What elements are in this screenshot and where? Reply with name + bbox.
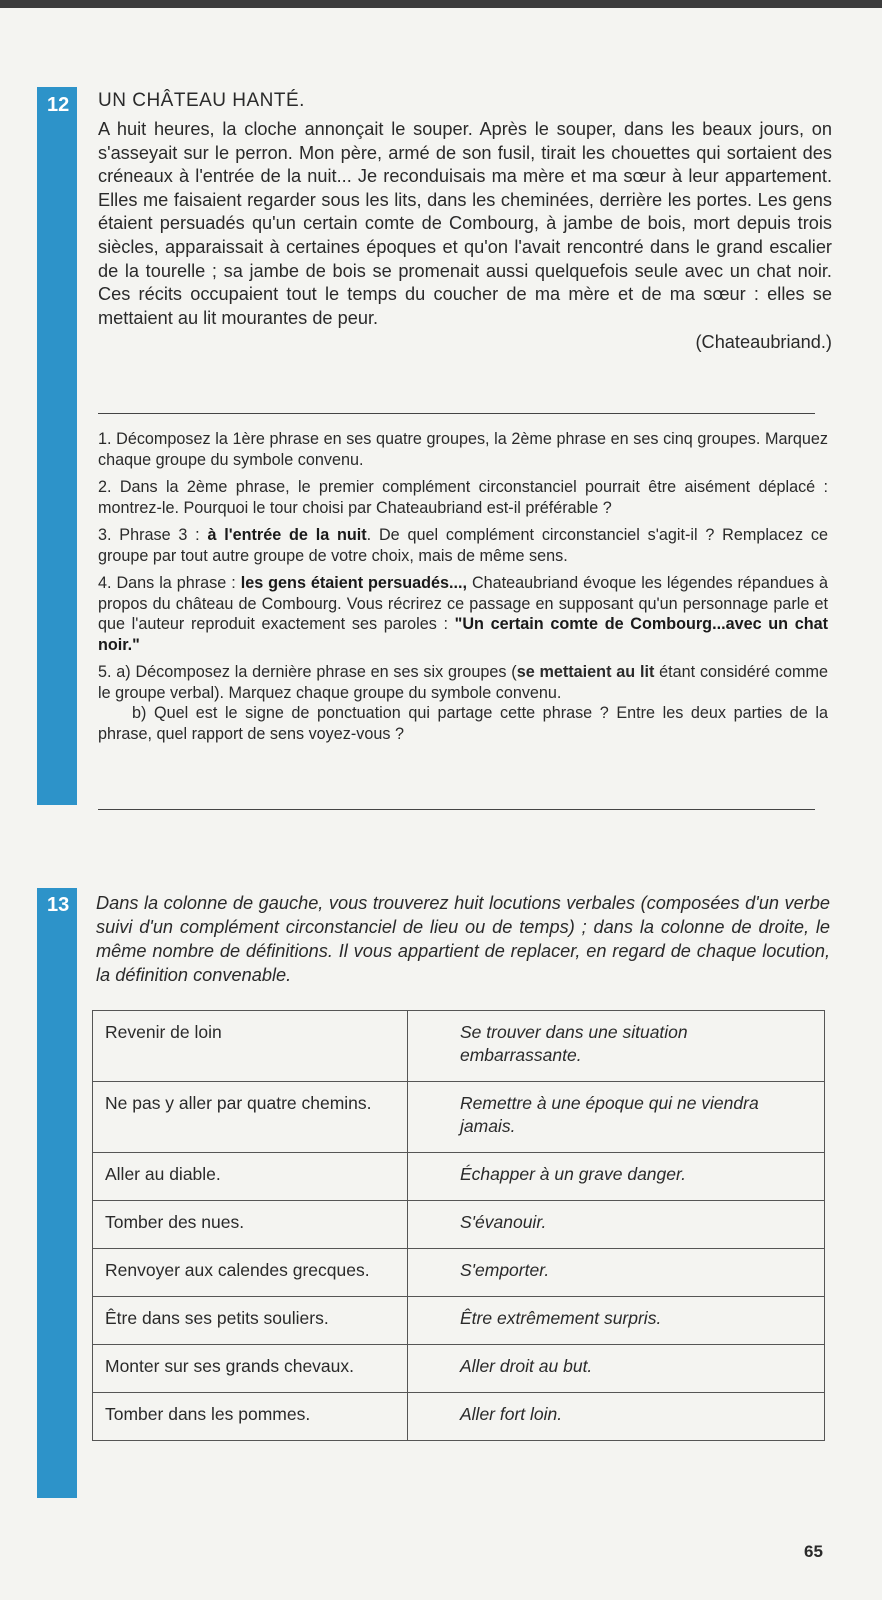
question-5a xyxy=(98,662,828,703)
question-3 xyxy=(98,525,828,566)
definition-cell: Aller fort loin. xyxy=(408,1393,825,1441)
exercise-12 xyxy=(98,90,832,354)
exercise-13-sidebar xyxy=(37,888,77,1498)
definition-cell: S'évanouir. xyxy=(408,1201,825,1249)
question-5a-bold: se mettaient au lit xyxy=(516,663,655,681)
definition-cell: Échapper à un grave danger. xyxy=(408,1153,825,1201)
exercise-12-passage: A huit heures, la cloche annonçait le souper. Après le souper, dans les beaux jours, on s'asseyait sur le perron. Mon père, armé de son fusil, tirait les chouettes qui sortaient des créneaux à l'entrée de la nuit... Je reconduisais ma mère et ma sœur à leur appartement. Elles me faisaient regarder sous les lits, dans les cheminées, derrière les portes. Les gens étaient persuadés qu'un certain comte de Combourg, à jambe de bois, mort depuis trois siècles, apparaissait à certaines époques et qu'on l'avait rencontré dans le grand escalier de la tourelle ; sa jambe de bois se promenait aussi quelquefois seule avec un chat noir. Ces récits occupaient tout le temps du coucher de ma mère et de ma sœur : elles se mettaient au lit mourantes de peur. xyxy=(98,119,832,328)
locution-cell: Revenir de loin xyxy=(93,1011,408,1082)
table-row xyxy=(93,1011,825,1082)
exercise-12-title: UN CHÂTEAU HANTÉ. xyxy=(98,90,305,111)
locutions-table xyxy=(92,1010,825,1441)
table-row xyxy=(93,1249,825,1297)
exercise-12-questions xyxy=(98,429,828,744)
locution-cell: Tomber des nues. xyxy=(93,1201,408,1249)
question-2: 2. Dans la 2ème phrase, le premier complément circonstanciel pourrait être aisément déplacé : montrez-le. Pourquoi le tour choisi par Chateaubriand est-il préférable ? xyxy=(98,478,828,517)
definition-cell: Se trouver dans une situation embarrassante. xyxy=(408,1011,825,1082)
question-4-bold-2: "Un certain comte de Combourg...avec un chat noir." xyxy=(98,615,828,654)
table-row xyxy=(93,1201,825,1249)
question-4 xyxy=(98,573,828,655)
question-5a-intro: 5. a) Décomposez la dernière phrase en ses six groupes ( xyxy=(98,663,517,681)
definition-cell: Remettre à une époque qui ne viendra jamais. xyxy=(408,1082,825,1153)
locution-cell: Aller au diable. xyxy=(93,1153,408,1201)
exercise-12-number: 12 xyxy=(47,94,70,116)
question-4-intro: 4. Dans la phrase : xyxy=(98,574,241,592)
table-row xyxy=(93,1082,825,1153)
question-3-bold: à l'entrée de la nuit xyxy=(207,526,367,544)
definition-cell: Être extrêmement surpris. xyxy=(408,1297,825,1345)
definition-cell: Aller droit au but. xyxy=(408,1345,825,1393)
page-number: 65 xyxy=(804,1542,823,1561)
locution-cell: Être dans ses petits souliers. xyxy=(93,1297,408,1345)
locution-cell: Monter sur ses grands chevaux. xyxy=(93,1345,408,1393)
definition-cell: S'emporter. xyxy=(408,1249,825,1297)
question-3-text: . De quel complément circonstanciel s'agit-il ? Remplacez ce groupe par tout autre groupe de votre choix, mais de même sens. xyxy=(98,526,829,565)
table-row xyxy=(93,1297,825,1345)
locution-cell: Tomber dans les pommes. xyxy=(93,1393,408,1441)
question-1: 1. Décomposez la 1ère phrase en ses quatre groupes, la 2ème phrase en ses cinq groupes. Marquez chaque groupe du symbole convenu. xyxy=(98,430,828,469)
table-row xyxy=(93,1393,825,1441)
question-5b: b) Quel est le signe de ponctuation qui partage cette phrase ? Entre les deux parties de la phrase, quel rapport de sens voyez-vous ? xyxy=(98,704,828,743)
question-4-text: Chateaubriand évoque les légendes répandues à propos du château de Combourg. Vous récrirez ce passage en supposant qu'un personnage parle et que l'auteur reproduit exactement ses paroles : xyxy=(98,574,828,633)
table-row xyxy=(93,1345,825,1393)
exercise-12-sidebar xyxy=(37,87,77,805)
exercise-13-number: 13 xyxy=(47,894,70,916)
question-3-intro: 3. Phrase 3 : xyxy=(98,526,208,544)
question-5a-text: étant considéré comme le groupe verbal). Marquez chaque groupe du symbole convenu. xyxy=(98,663,828,702)
locution-cell: Renvoyer aux calendes grecques. xyxy=(93,1249,408,1297)
table-row xyxy=(93,1153,825,1201)
question-4-bold-1: les gens étaient persuadés..., xyxy=(240,574,468,592)
divider-bottom xyxy=(98,809,815,810)
divider-top xyxy=(98,413,815,414)
page-top-edge xyxy=(0,0,882,8)
exercise-12-author: (Chateaubriand.) xyxy=(695,332,832,353)
locution-cell: Ne pas y aller par quatre chemins. xyxy=(93,1082,408,1153)
exercise-13-instructions: Dans la colonne de gauche, vous trouverez huit locutions verbales (composées d'un verbe suivi d'un complément circonstanciel de lieu ou de temps) ; dans la colonne de droite, le même nombre de définitions. Il vous appartient de replacer, en regard de chaque locution, la définition convenable. xyxy=(96,893,830,985)
